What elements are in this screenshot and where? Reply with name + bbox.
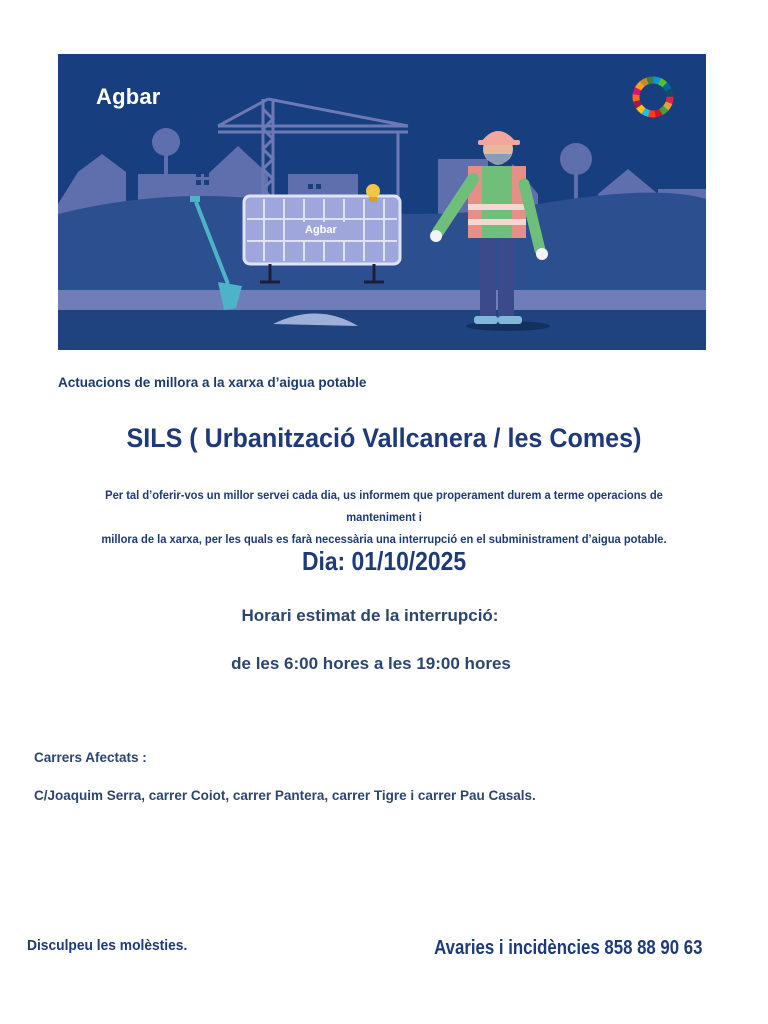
- header-banner: [58, 54, 706, 350]
- affected-streets-list: C/Joaquim Serra, carrer Coiot, carrer Pantera, carrer Tigre i carrer Pau Casals.: [34, 788, 536, 803]
- notice-headline: SILS ( Urbanització Vallcanera / les Comes): [126, 423, 642, 453]
- fence-brand-label: Agbar: [305, 224, 337, 236]
- intro-line-2: millora de la xarxa, per les quals es farà necessària una interrupció en el subministrament d’aigua potable.: [101, 532, 667, 546]
- road: [58, 290, 706, 310]
- contact-phone: Avaries i incidències 858 88 90 63: [433, 937, 702, 959]
- brand-logo: Agbar: [96, 84, 161, 109]
- notice-intro: [74, 484, 693, 550]
- sdg-wheel-icon: [630, 74, 676, 120]
- schedule-title: Horari estimat de la interrupció:: [241, 606, 499, 625]
- schedule-time: de les 6:00 hores a les 19:00 hores: [231, 654, 511, 673]
- intro-line-1: Per tal d’oferir-vos un millor servei cada dia, us informem que properament durem a terme operacions de manteniment i: [105, 488, 663, 524]
- notice-subtitle: Actuacions de millora a la xarxa d’aigua potable: [58, 375, 367, 390]
- interruption-date: Dia: 01/10/2025: [301, 546, 467, 576]
- affected-streets-label: Carrers Afectats :: [34, 750, 147, 765]
- apology-text: Disculpeu les molèsties.: [27, 937, 188, 954]
